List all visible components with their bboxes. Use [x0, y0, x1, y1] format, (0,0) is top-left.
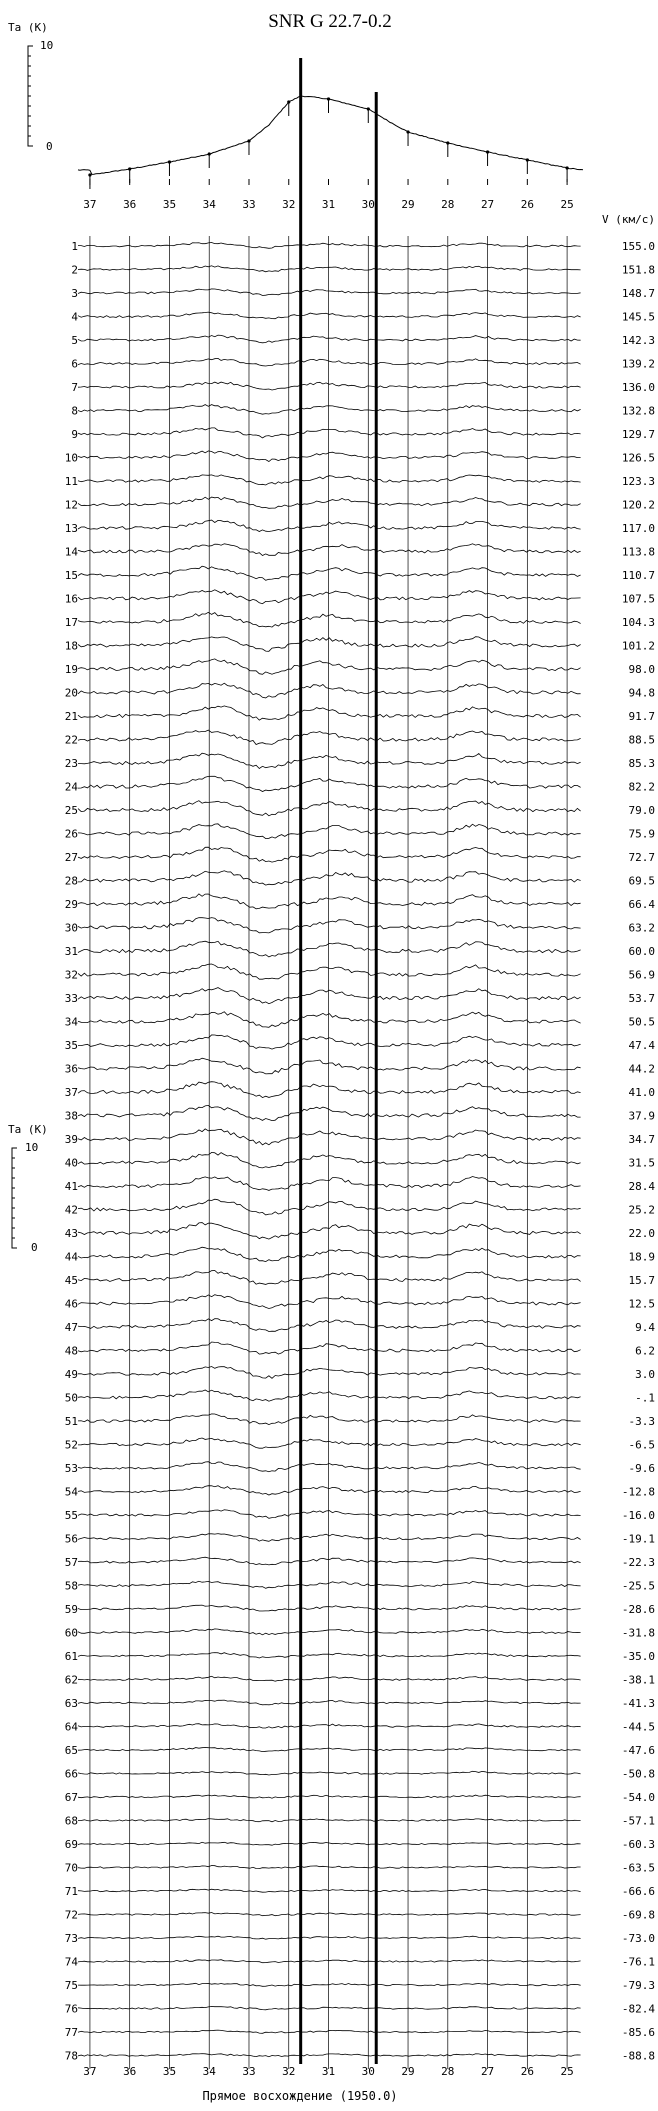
- velocity-label: -28.6: [621, 1603, 655, 1616]
- spectrum-line: [78, 730, 581, 744]
- channel-number: 57: [64, 1556, 78, 1569]
- velocity-label: -54.0: [621, 1791, 655, 1804]
- spectrum-line: [78, 1438, 581, 1448]
- channel-number: 26: [64, 827, 78, 841]
- velocity-label: 41.0: [628, 1086, 655, 1099]
- spectrum-line: [78, 1629, 581, 1635]
- spectrum-line: [78, 1581, 581, 1588]
- spectrum-line: [78, 1771, 581, 1775]
- channel-number: 50: [64, 1391, 78, 1405]
- velocity-label: -79.3: [621, 1979, 655, 1992]
- velocity-label: -41.3: [621, 1697, 655, 1710]
- channel-number: 30: [64, 921, 78, 935]
- continuum-scan-point: [247, 139, 250, 142]
- spectrum-line: [78, 871, 581, 885]
- channel-number: 68: [64, 1814, 78, 1828]
- channel-number: 52: [64, 1438, 78, 1452]
- channel-number: 37: [64, 1086, 78, 1099]
- spectrum-line: [78, 1223, 581, 1240]
- velocity-label: 6.2: [635, 1344, 655, 1358]
- spectrum-line: [78, 824, 581, 839]
- velocity-label: 79.0: [628, 804, 655, 817]
- channel-number: 64: [64, 1720, 78, 1734]
- channel-number: 35: [64, 1039, 78, 1052]
- spectrum-line: [78, 1129, 581, 1145]
- spectrum-line: [78, 566, 581, 580]
- x-tick-label-bottom: 34: [202, 2065, 216, 2078]
- x-tick-label-bottom: 37: [83, 2065, 97, 2078]
- spectrum-line: [78, 1199, 581, 1215]
- spectrum-line: [78, 266, 581, 272]
- plot-area: [12, 46, 655, 2078]
- continuum-scan-point: [88, 173, 91, 176]
- x-tick-label-top: 37: [83, 198, 97, 211]
- spectrum-line: [78, 405, 581, 415]
- spectrum-line: [78, 894, 581, 909]
- velocity-label: 72.7: [628, 851, 655, 864]
- figure-title: SNR G 22.7-0.2: [268, 11, 392, 32]
- channel-number: 67: [64, 1791, 78, 1804]
- velocity-label: -12.8: [621, 1485, 655, 1499]
- channel-number: 74: [64, 1955, 78, 1969]
- channel-number: 33: [64, 992, 78, 1005]
- velocity-label: 145.5: [621, 310, 655, 324]
- channel-number: 51: [64, 1415, 78, 1428]
- continuum-scan-point: [327, 97, 330, 100]
- continuum-scan-point: [128, 167, 131, 170]
- velocity-label: 148.7: [621, 287, 655, 300]
- spectrum-line: [78, 706, 581, 720]
- channel-number: 34: [64, 1015, 78, 1029]
- velocity-label: 66.4: [628, 898, 655, 911]
- channel-number: 78: [64, 2049, 78, 2063]
- channel-number: 63: [64, 1697, 78, 1710]
- channel-number: 75: [64, 1979, 78, 1992]
- channel-number: 69: [64, 1838, 78, 1851]
- velocity-label: -50.8: [621, 1767, 655, 1781]
- ta-scale-top-label: Ta (K): [8, 21, 48, 34]
- spectrum-line: [78, 1152, 581, 1168]
- velocity-label: 47.4: [628, 1039, 655, 1052]
- spectrum-line: [78, 475, 581, 485]
- channel-number: 24: [64, 780, 78, 794]
- spectrum-line: [78, 1700, 581, 1705]
- channel-number: 42: [64, 1203, 78, 1217]
- channel-number: 40: [64, 1156, 78, 1170]
- continuum-scan-point: [367, 107, 370, 110]
- velocity-header: V (км/с): [602, 213, 655, 226]
- spectrum-line: [78, 1795, 581, 1798]
- velocity-label: 91.7: [628, 710, 655, 723]
- spectrum-line: [78, 1177, 581, 1191]
- channel-number: 71: [64, 1885, 78, 1898]
- channel-number: 53: [64, 1462, 78, 1475]
- channel-number: 22: [64, 733, 78, 747]
- spectrum-line: [78, 753, 581, 768]
- channel-number: 4: [71, 310, 78, 324]
- spectrum-line: [78, 1035, 581, 1049]
- x-tick-label-bottom: 30: [361, 2065, 375, 2078]
- spectrum-line: [78, 1271, 581, 1285]
- velocity-label: 60.0: [628, 945, 655, 958]
- spectrum-line: [78, 497, 581, 508]
- spectrum-line: [78, 659, 581, 674]
- velocity-label: -73.0: [621, 1932, 655, 1945]
- x-tick-label-top: 35: [162, 198, 177, 211]
- channel-number: 49: [64, 1368, 78, 1381]
- channel-number: 60: [64, 1626, 78, 1640]
- spectrum-line: [78, 612, 581, 627]
- velocity-label: 155.0: [621, 240, 655, 253]
- channel-number: 1: [71, 240, 78, 253]
- velocity-label: 3.0: [635, 1368, 655, 1381]
- spectrum-line: [78, 382, 581, 390]
- channel-number: 47: [64, 1321, 78, 1334]
- channel-number: 45: [64, 1274, 78, 1287]
- continuum-scan-point: [406, 130, 409, 133]
- velocity-label: 94.8: [628, 686, 655, 700]
- velocity-label: 9.4: [635, 1321, 655, 1334]
- channel-number: 5: [71, 334, 78, 347]
- channel-number: 46: [64, 1297, 78, 1311]
- velocity-label: -19.1: [621, 1532, 655, 1546]
- x-tick-label-top: 29: [401, 198, 415, 211]
- velocity-label: -76.1: [621, 1955, 655, 1969]
- velocity-label: 136.0: [621, 381, 655, 394]
- x-tick-label-top: 30: [361, 198, 375, 211]
- velocity-label: 142.3: [621, 334, 655, 347]
- x-tick-label-bottom: 27: [480, 2065, 495, 2078]
- channel-number: 25: [64, 804, 78, 817]
- velocity-label: 25.2: [628, 1203, 655, 1217]
- x-tick-label-bottom: 35: [162, 2065, 177, 2078]
- channel-number: 73: [64, 1932, 78, 1945]
- channel-number: 6: [71, 357, 78, 371]
- ta-scale-top-min: 0: [46, 140, 53, 153]
- x-axis-label: Прямое восхождение (1950.0): [202, 2089, 398, 2103]
- spectrum-line: [78, 637, 581, 652]
- velocity-label: -.1: [635, 1391, 655, 1405]
- spectrum-line: [78, 1486, 581, 1495]
- channel-number: 18: [64, 639, 78, 653]
- velocity-label: 151.8: [621, 263, 655, 277]
- spectrum-line: [78, 289, 581, 296]
- velocity-label: 15.7: [628, 1274, 655, 1287]
- velocity-label: 12.5: [628, 1297, 655, 1311]
- velocity-label: 129.7: [621, 428, 655, 441]
- spectrum-line: [78, 544, 581, 556]
- velocity-label: -82.4: [621, 2002, 655, 2016]
- spectrum-line: [78, 1342, 581, 1354]
- velocity-label: -57.1: [621, 1814, 655, 1828]
- x-tick-label-top: 36: [123, 198, 137, 211]
- channel-number: 14: [64, 545, 78, 559]
- channel-number: 72: [64, 1908, 78, 1922]
- spectrum-line: [78, 2007, 581, 2010]
- velocity-label: 132.8: [621, 404, 655, 418]
- velocity-label: 53.7: [628, 992, 655, 1005]
- ta-scale-top-max: 10: [40, 39, 54, 52]
- velocity-label: -9.6: [628, 1462, 655, 1475]
- channel-number: 11: [64, 475, 78, 488]
- velocity-label: 34.7: [628, 1133, 655, 1146]
- spectrum-line: [78, 1462, 581, 1472]
- channel-number: 32: [64, 968, 78, 982]
- velocity-label: 110.7: [621, 569, 655, 582]
- x-tick-label-bottom: 25: [560, 2065, 574, 2078]
- velocity-label: 101.2: [621, 639, 655, 653]
- velocity-label: 104.3: [621, 616, 655, 629]
- velocity-label: 126.5: [621, 451, 655, 465]
- spectrum-line: [78, 2030, 581, 2033]
- channel-number: 8: [71, 404, 78, 418]
- continuum-scan-point: [287, 100, 290, 103]
- spectrum-line: [78, 683, 581, 698]
- velocity-label: 44.2: [628, 1062, 655, 1076]
- ta-scale-mid-label: Ta (K): [8, 1123, 48, 1136]
- spectrum-line: [78, 335, 581, 343]
- x-tick-label-top: 27: [480, 198, 495, 211]
- velocity-label: 63.2: [628, 921, 655, 935]
- channel-number: 66: [64, 1767, 78, 1781]
- channel-number: 28: [64, 874, 78, 888]
- spectrum-line: [78, 1295, 581, 1309]
- channel-number: 13: [64, 522, 78, 535]
- spectrum-line: [78, 2054, 581, 2057]
- continuum-profile-line: [78, 96, 583, 174]
- channel-number: 15: [64, 569, 78, 582]
- x-tick-label-bottom: 26: [520, 2065, 534, 2078]
- velocity-label: -63.5: [621, 1861, 655, 1875]
- velocity-label: 28.4: [628, 1180, 655, 1193]
- spectrum-line: [78, 1058, 581, 1074]
- velocity-label: 123.3: [621, 475, 655, 488]
- x-tick-label-top: 34: [202, 198, 216, 211]
- x-tick-label-bottom: 33: [242, 2065, 256, 2078]
- channel-number: 44: [64, 1250, 78, 1264]
- spectrum-line: [78, 1819, 581, 1822]
- velocity-label: 75.9: [628, 827, 655, 841]
- velocity-label: 31.5: [628, 1156, 655, 1170]
- velocity-label: 22.0: [628, 1227, 655, 1240]
- spectrum-line: [78, 1247, 581, 1261]
- spectrum-line: [78, 428, 581, 438]
- spectrum-line: [78, 1653, 581, 1658]
- x-tick-label-bottom: 32: [282, 2065, 296, 2078]
- spectrum-line: [78, 1676, 581, 1681]
- channel-number: 62: [64, 1673, 78, 1687]
- velocity-label: 117.0: [621, 522, 655, 535]
- x-tick-label-top: 32: [282, 198, 296, 211]
- velocity-label: 88.5: [628, 733, 655, 747]
- channel-number: 54: [64, 1485, 78, 1499]
- spectrum-line: [78, 1390, 581, 1401]
- velocity-label: -3.3: [628, 1415, 655, 1428]
- spectrum-line: [78, 1960, 581, 1963]
- channel-number: 27: [64, 851, 78, 864]
- spectrum-line: [78, 1557, 581, 1565]
- continuum-scan-point: [446, 141, 449, 144]
- spectrum-line: [78, 1889, 581, 1892]
- velocity-label: -69.8: [621, 1908, 655, 1922]
- velocity-label: 113.8: [621, 545, 655, 559]
- spectrum-line: [78, 1983, 581, 1986]
- channel-number: 56: [64, 1532, 78, 1546]
- velocity-label: -31.8: [621, 1626, 655, 1640]
- continuum-scan-point: [526, 158, 529, 161]
- velocity-label: -66.6: [621, 1885, 655, 1898]
- channel-number: 21: [64, 710, 78, 723]
- spectrum-line: [78, 1510, 581, 1519]
- channel-number: 12: [64, 498, 78, 512]
- velocity-label: -85.6: [621, 2026, 655, 2039]
- spectrum-line: [78, 1936, 581, 1939]
- channel-number: 19: [64, 663, 78, 676]
- channel-number: 9: [71, 428, 78, 441]
- channel-number: 65: [64, 1744, 78, 1757]
- channel-number: 31: [64, 945, 78, 958]
- channel-number: 17: [64, 616, 78, 629]
- spectrum-line: [78, 520, 581, 531]
- spectrum-line: [78, 1367, 581, 1379]
- spectrum-line: [78, 243, 581, 249]
- channel-number: 20: [64, 686, 78, 700]
- velocity-label: -88.8: [621, 2049, 655, 2063]
- channel-number: 2: [71, 263, 78, 277]
- channel-number: 7: [71, 381, 78, 394]
- velocity-label: 50.5: [628, 1015, 655, 1029]
- spectrum-line: [78, 1913, 581, 1916]
- velocity-label: -60.3: [621, 1838, 655, 1851]
- channel-number: 58: [64, 1579, 78, 1593]
- spectrum-line: [78, 1748, 581, 1752]
- velocity-label: 37.9: [628, 1109, 655, 1123]
- channel-number: 3: [71, 287, 78, 300]
- spectrum-line: [78, 312, 581, 319]
- velocity-label: 69.5: [628, 874, 655, 888]
- velocity-label: -47.6: [621, 1744, 655, 1757]
- spectrum-line: [78, 1724, 581, 1728]
- spectrum-line: [78, 1414, 581, 1425]
- x-tick-label-top: 28: [441, 198, 455, 211]
- velocity-label: 18.9: [628, 1250, 655, 1264]
- velocity-label: -6.5: [628, 1438, 655, 1452]
- spectrum-line: [78, 847, 581, 862]
- velocity-label: -22.3: [621, 1556, 655, 1569]
- spectrum-line: [78, 1842, 581, 1845]
- continuum-scan-point: [486, 150, 489, 153]
- velocity-label: 120.2: [621, 498, 655, 512]
- channel-number: 59: [64, 1603, 78, 1616]
- velocity-label: 107.5: [621, 592, 655, 606]
- spectrum-line: [78, 801, 581, 816]
- ta-scale-mid-max: 10: [25, 1141, 39, 1154]
- velocity-label: 85.3: [628, 757, 655, 770]
- continuum-scan-point: [168, 160, 171, 163]
- channel-number: 29: [64, 898, 78, 911]
- spectrum-line: [78, 988, 581, 1004]
- spectrum-line: [78, 1082, 581, 1098]
- velocity-label: -44.5: [621, 1720, 655, 1734]
- spectrum-line: [78, 590, 581, 604]
- spectrum-line: [78, 1012, 581, 1028]
- channel-number: 16: [64, 592, 78, 606]
- velocity-label: 56.9: [628, 968, 655, 982]
- channel-number: 61: [64, 1650, 78, 1663]
- ta-scale-top: [8, 21, 53, 153]
- channel-number: 10: [64, 451, 78, 465]
- x-tick-label-bottom: 29: [401, 2065, 415, 2078]
- continuum-scan-point: [208, 152, 211, 155]
- channel-number: 77: [64, 2026, 78, 2039]
- channel-number: 38: [64, 1109, 78, 1123]
- velocity-label: -35.0: [621, 1650, 655, 1663]
- channel-number: 55: [64, 1509, 78, 1522]
- velocity-label: -16.0: [621, 1509, 655, 1522]
- spectrum-line: [78, 451, 581, 462]
- x-tick-label-bottom: 36: [123, 2065, 137, 2078]
- velocity-label: 139.2: [621, 357, 655, 371]
- x-tick-label-top: 26: [520, 198, 534, 211]
- velocity-label: 82.2: [628, 780, 655, 794]
- channel-number: 70: [64, 1861, 78, 1875]
- spectrum-line: [78, 1105, 581, 1120]
- spectrum-line: [78, 1319, 581, 1332]
- channel-number: 39: [64, 1133, 78, 1146]
- x-tick-label-bottom: 31: [321, 2065, 336, 2078]
- velocity-label: -25.5: [621, 1579, 655, 1593]
- ta-scale-mid-min: 0: [31, 1241, 38, 1254]
- channel-number: 36: [64, 1062, 78, 1076]
- channel-number: 23: [64, 757, 78, 770]
- spectrum-line: [78, 918, 581, 933]
- spectrum-line: [78, 941, 581, 957]
- spectrum-line: [78, 964, 581, 979]
- spectrum-line: [78, 1605, 581, 1611]
- spectrum-line: [78, 1866, 581, 1869]
- channel-number: 76: [64, 2002, 78, 2016]
- channel-number: 41: [64, 1180, 78, 1193]
- channel-number: 48: [64, 1344, 78, 1358]
- x-tick-label-top: 33: [242, 198, 256, 211]
- velocity-label: 98.0: [628, 663, 655, 676]
- spectrum-line: [78, 358, 581, 366]
- spectrum-line: [78, 776, 581, 791]
- x-tick-label-bottom: 28: [441, 2065, 455, 2078]
- spectrum-line: [78, 1534, 581, 1542]
- channel-number: 43: [64, 1227, 78, 1240]
- x-tick-label-top: 25: [560, 198, 574, 211]
- x-tick-label-top: 31: [321, 198, 336, 211]
- velocity-label: -38.1: [621, 1673, 655, 1687]
- continuum-scan-point: [565, 166, 568, 169]
